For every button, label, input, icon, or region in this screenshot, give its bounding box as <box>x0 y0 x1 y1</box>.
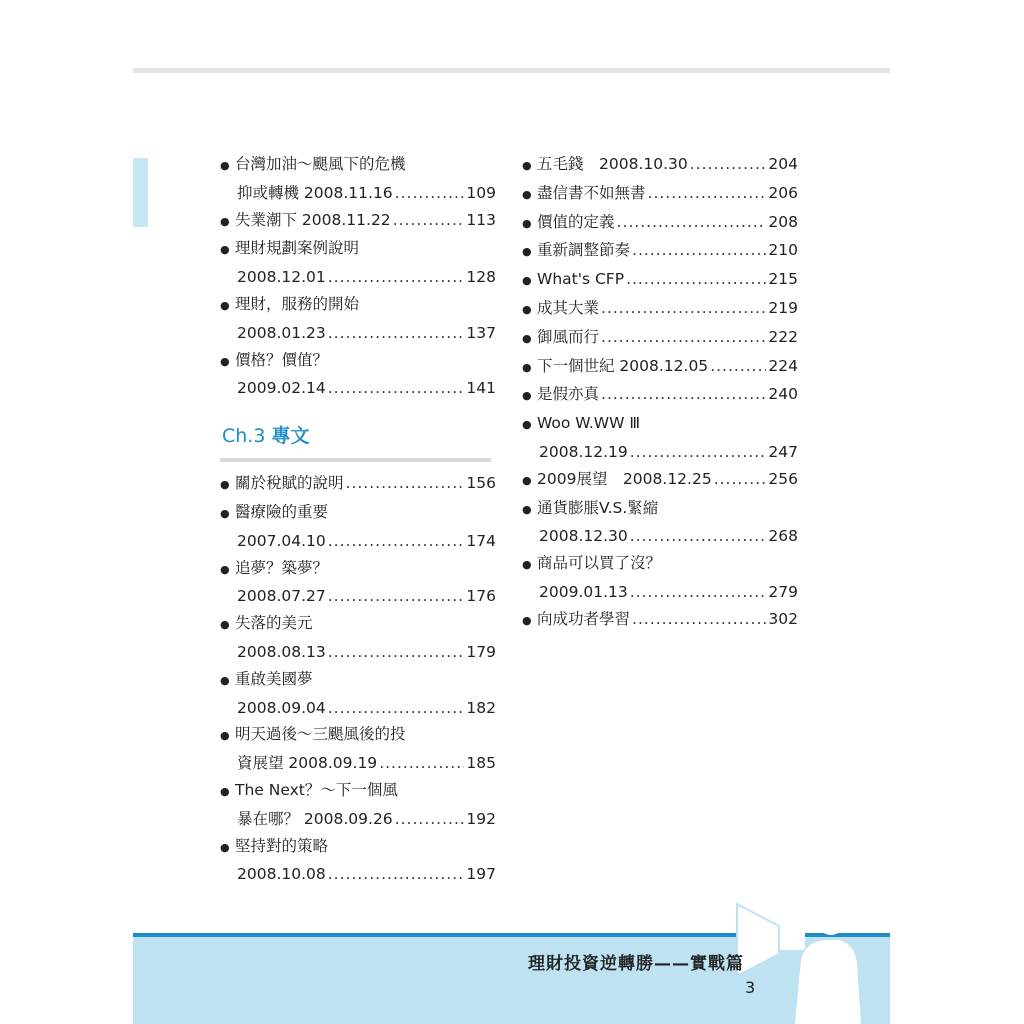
toc-entry-title: The Next？～下一個風 <box>235 780 398 799</box>
dot-leader <box>626 266 766 293</box>
toc-entry-title: 明天過後～三颶風後的投 <box>235 725 406 744</box>
chapter-heading <box>220 421 496 461</box>
toc-entry-line <box>220 499 496 528</box>
toc-page-number: 185 <box>466 754 496 773</box>
dot-leader <box>328 528 465 555</box>
toc-page-number: 156 <box>466 474 496 493</box>
dot-leader <box>630 439 767 466</box>
toc-entry <box>220 291 496 347</box>
toc-entry <box>220 610 496 666</box>
toc-page-number: 279 <box>768 582 798 601</box>
toc-entry-line <box>220 833 496 862</box>
bullet-icon: ● <box>522 216 532 230</box>
toc-page-number: 141 <box>466 379 496 398</box>
toc-entry <box>522 209 798 238</box>
toc-page-number: 240 <box>768 385 798 404</box>
dot-leader <box>630 523 767 550</box>
toc-entry-title: 醫療險的重要 <box>235 502 329 521</box>
toc-entry <box>522 353 798 382</box>
toc-page-number: 219 <box>768 298 798 317</box>
bullet-icon: ● <box>522 159 532 172</box>
toc-page-number: 182 <box>466 698 496 717</box>
dot-leader <box>328 264 465 291</box>
toc-entry-line <box>522 266 798 295</box>
dot-leader <box>393 207 465 234</box>
toc-page-number: 204 <box>768 155 798 173</box>
bullet-icon: ● <box>522 302 532 316</box>
bullet-icon: ● <box>522 274 532 288</box>
toc-entry-title: 2007.04.10 <box>237 531 326 550</box>
toc-entry-line <box>220 750 496 777</box>
toc-entry-line <box>522 295 798 324</box>
toc-page-number: 137 <box>466 323 496 342</box>
dot-leader <box>395 806 465 833</box>
toc-entry-title: 價值的定義 <box>537 212 615 231</box>
toc-page-number: 302 <box>768 609 798 628</box>
page-number: 3 <box>745 978 756 997</box>
toc-entry-line <box>522 180 798 209</box>
bullet-icon: ● <box>522 331 532 345</box>
toc-page-number: 210 <box>768 241 798 260</box>
chapter-name: 專文 <box>271 425 310 448</box>
toc-entry-title: 2009.01.13 <box>539 582 628 601</box>
bullet-icon: ● <box>220 506 230 520</box>
toc-entry-title: 2008.07.27 <box>237 587 326 606</box>
toc-entry <box>220 777 496 833</box>
toc-entry-title: Woo W.WW Ⅲ <box>537 414 641 433</box>
toc-entry-line <box>220 695 496 722</box>
book-title: 理財投資逆轉勝——實戰篇 <box>528 954 744 974</box>
dot-leader <box>328 583 465 610</box>
toc-entry-line <box>220 151 496 180</box>
bullet-icon: ● <box>522 360 532 374</box>
toc-page-number: 176 <box>466 587 496 606</box>
dot-leader <box>601 295 766 322</box>
dot-leader <box>601 381 766 408</box>
toc-entry <box>522 495 798 551</box>
toc-entry-line <box>220 721 496 750</box>
toc-entry-title: 御風而行 <box>537 327 600 346</box>
bullet-icon: ● <box>522 613 532 627</box>
dot-leader <box>328 639 465 666</box>
toc-entry-line <box>522 151 798 180</box>
bullet-icon: ● <box>220 159 230 172</box>
toc-entry-title: 抑或轉機 2008.11.16 <box>237 183 393 202</box>
toc-entry-line <box>522 579 798 606</box>
bullet-icon: ● <box>220 784 230 798</box>
toc-entry-line <box>220 583 496 610</box>
toc-entry-title: 追夢？築夢？ <box>235 558 329 577</box>
toc-entry-line <box>220 180 496 207</box>
bullet-icon: ● <box>522 473 532 487</box>
toc-entry-line <box>522 439 798 466</box>
toc-page-number: 256 <box>768 469 798 488</box>
toc-entry <box>220 470 496 499</box>
toc-entry-title: 2008.12.30 <box>539 527 628 546</box>
toc-group-chapter2 <box>220 151 496 402</box>
bullet-icon: ● <box>522 502 532 516</box>
toc-entry-title: 是假亦真 <box>537 385 600 404</box>
toc-entry-line <box>220 610 496 639</box>
toc-entry-title: 成其大業 <box>537 298 600 317</box>
dot-leader <box>328 695 465 722</box>
toc-entry-title: 台灣加油～颶風下的危機 <box>235 155 406 173</box>
bullet-icon: ● <box>220 214 230 228</box>
toc-entry <box>220 833 496 889</box>
toc-entry <box>220 235 496 291</box>
toc-entry-title: 理財規劃案例說明 <box>235 239 360 258</box>
dot-leader <box>379 750 464 777</box>
toc-entry-title: 理財，服務的開始 <box>235 294 360 313</box>
toc-page-number: 197 <box>466 865 496 884</box>
toc-entry-line <box>522 523 798 550</box>
bullet-icon: ● <box>220 298 230 312</box>
toc-entry-line <box>220 320 496 347</box>
toc-page-number: 109 <box>466 183 496 202</box>
dot-leader <box>632 237 766 264</box>
toc-entry <box>522 410 798 466</box>
toc-entry-line <box>522 495 798 524</box>
toc-entry-line <box>522 466 798 495</box>
toc-entry-title: What's CFP <box>537 270 625 289</box>
toc-entry-title: 關於稅賦的說明 <box>235 474 344 493</box>
toc-entry-title: 2008.12.01 <box>237 268 326 287</box>
bullet-icon: ● <box>220 673 230 687</box>
toc-page-number: 268 <box>768 527 798 546</box>
toc-entry-title: 重新調整節奏 <box>537 241 631 260</box>
dot-leader <box>648 180 767 207</box>
bullet-icon: ● <box>522 418 532 432</box>
toc-entry-line <box>522 381 798 410</box>
toc-entry-line <box>220 347 496 376</box>
toc-entry-line <box>220 528 496 555</box>
dot-leader <box>714 466 767 493</box>
toc-entry-title: 2008.08.13 <box>237 642 326 661</box>
chapter-prefix: Ch.3 <box>222 425 272 448</box>
dot-leader <box>328 861 465 888</box>
toc-entry-line <box>522 324 798 353</box>
toc-entry-title: 失業潮下 2008.11.22 <box>235 210 391 229</box>
toc-entry-title: 失落的美元 <box>235 614 313 633</box>
toc-entry-line <box>220 207 496 236</box>
bullet-icon: ● <box>220 840 230 854</box>
toc-entry-line <box>220 555 496 584</box>
toc-entry-title: 2008.10.08 <box>237 865 326 884</box>
toc-entry-title: 重啟美國夢 <box>235 669 313 688</box>
toc-page-number: 192 <box>466 809 496 828</box>
dot-leader <box>346 470 465 497</box>
toc-entry <box>522 466 798 495</box>
dot-leader <box>601 324 766 351</box>
toc-entry-title: 2009.02.14 <box>237 379 326 398</box>
dot-leader <box>630 579 767 606</box>
bullet-icon: ● <box>220 478 230 492</box>
toc-entry <box>522 180 798 209</box>
toc-entry-line <box>220 291 496 320</box>
toc-page-number: 215 <box>768 270 798 289</box>
chapter-rule <box>220 458 491 462</box>
toc-entry <box>220 666 496 722</box>
dot-leader <box>617 209 767 236</box>
toc-entry <box>522 237 798 266</box>
toc-entry-title: 商品可以買了沒？ <box>537 554 662 573</box>
toc-entry <box>522 381 798 410</box>
toc-page-number: 208 <box>768 212 798 231</box>
bullet-icon: ● <box>220 562 230 576</box>
toc-entry <box>220 499 496 555</box>
dot-leader <box>328 320 465 347</box>
toc-entry <box>522 324 798 353</box>
dot-leader <box>690 151 767 178</box>
megaphone-figure-icon <box>735 898 865 1024</box>
bullet-icon: ● <box>220 243 230 257</box>
toc-entry <box>522 295 798 324</box>
toc-page-number: 113 <box>466 210 496 229</box>
toc-entry <box>220 347 496 403</box>
toc-entry-line <box>522 606 798 635</box>
toc-entry-title: 通貨膨脹V.S.緊縮 <box>537 498 659 517</box>
toc-entry-title: 盡信書不如無書 <box>537 183 646 202</box>
bullet-icon: ● <box>220 618 230 632</box>
toc-entry-line <box>220 806 496 833</box>
toc-page-number: 206 <box>768 183 798 202</box>
toc-entry-title: 向成功者學習 <box>537 609 631 628</box>
toc-entry-line <box>220 264 496 291</box>
toc-page-number: 174 <box>466 531 496 550</box>
toc-page-number: 224 <box>768 356 798 375</box>
bullet-icon: ● <box>522 389 532 403</box>
toc-entry-title: 2008.12.19 <box>539 442 628 461</box>
toc-entry-title: 下一個世紀 2008.12.05 <box>537 356 709 375</box>
dot-leader <box>395 180 465 207</box>
toc-entry-title: 2009展望 2008.12.25 <box>537 469 712 488</box>
toc-entry <box>522 151 798 180</box>
toc-entry <box>522 550 798 606</box>
toc-entry-line <box>522 209 798 238</box>
toc-entry-line <box>220 861 496 888</box>
toc-group-chapter3 <box>220 470 496 888</box>
toc-page-number: 247 <box>768 442 798 461</box>
toc-entry-title: 暴在哪？ 2008.09.26 <box>237 809 393 828</box>
toc-entry-title: 2008.09.04 <box>237 698 326 717</box>
toc-entry <box>522 266 798 295</box>
toc-entry-line <box>220 235 496 264</box>
toc-entry-title: 堅持對的策略 <box>235 836 329 855</box>
top-rule <box>133 68 890 73</box>
bullet-icon: ● <box>522 187 532 201</box>
toc-right-column <box>522 151 798 635</box>
toc-page-number: 222 <box>768 327 798 346</box>
toc-entry-title: 資展望 2008.09.19 <box>237 754 378 773</box>
toc-entry-line <box>220 666 496 695</box>
toc-entry <box>220 207 496 236</box>
toc-entry-line <box>522 237 798 266</box>
toc-entry-line <box>220 777 496 806</box>
toc-entry <box>522 606 798 635</box>
toc-entry-line <box>220 375 496 402</box>
bullet-icon: ● <box>522 245 532 259</box>
toc-entry <box>220 151 496 207</box>
toc-entry-line <box>522 353 798 382</box>
toc-entry-title: 價格？價值？ <box>235 350 329 369</box>
toc-entry-line <box>522 410 798 439</box>
bullet-icon: ● <box>220 354 230 368</box>
toc-entry-line <box>522 550 798 579</box>
toc-entry <box>220 721 496 777</box>
toc-left-column <box>220 151 496 888</box>
chapter-title <box>220 421 496 451</box>
bullet-icon: ● <box>220 729 230 743</box>
toc-entry-line <box>220 470 496 499</box>
toc-group-right <box>522 151 798 635</box>
toc-entry <box>220 555 496 611</box>
dot-leader <box>328 375 465 402</box>
toc-entry-title: 五毛錢 2008.10.30 <box>537 155 688 173</box>
toc-entry-title: 2008.01.23 <box>237 323 326 342</box>
chapter-side-tab <box>133 158 148 227</box>
dot-leader <box>710 353 766 380</box>
dot-leader <box>632 606 766 633</box>
toc-page-number: 179 <box>466 642 496 661</box>
toc-page-number: 128 <box>466 268 496 287</box>
toc-entry-line <box>220 639 496 666</box>
bullet-icon: ● <box>522 558 532 572</box>
